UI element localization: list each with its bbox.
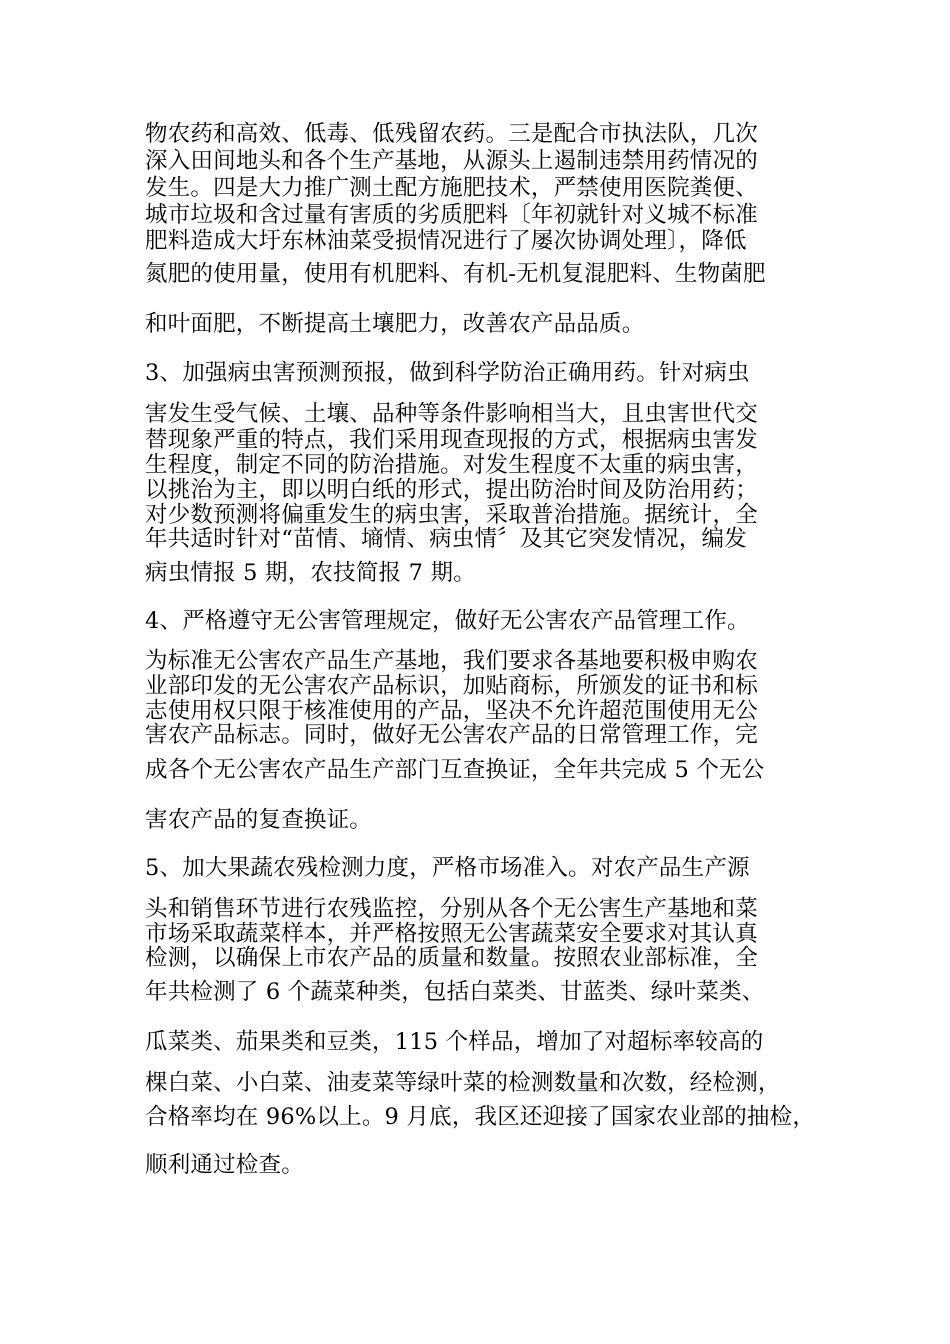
text-line: 肥料造成大圩东林油菜受损情况进行了屡次协调处理〕，降低 (145, 228, 747, 254)
text-line: 氮肥的使用量，使用有机肥料、有机-无机复混肥料、生物菌肥 (145, 261, 766, 287)
text-line: 病虫情报 5 期，农技简报 7 期。 (145, 560, 476, 586)
text-line: 害农产品的复查换证。 (145, 807, 373, 833)
text-line: 成各个无公害农产品生产部门互查换证，全年共完成 5 个无公 (145, 757, 765, 783)
text-line: 城市垃圾和含过量有害质的劣质肥料〔年初就针对义城不标准 (145, 202, 758, 228)
text-line: 害农产品标志。同时，做好无公害农产品的日常管理工作，完 (145, 722, 758, 748)
text-line: 发生。四是大力推广测土配方施肥技术，严禁使用医院粪便、 (145, 175, 758, 201)
text-line: 害发生受气候、土壤、品种等条件影响相当大，且虫害世代交 (145, 401, 758, 427)
text-line: 对少数预测将偏重发生的病虫害，采取普治措施。据统计，全 (145, 502, 758, 528)
section-heading-4: 4、严格遵守无公害管理规定，做好无公害农产品管理工作。 (145, 608, 750, 634)
text-line: 志使用权只限于核准使用的产品，坚决不允许超范围使用无公 (145, 698, 758, 724)
text-line: 替现象严重的特点，我们采用现查现报的方式，根据病虫害发 (145, 427, 758, 453)
text-line: 年共适时针对“苗情、墒情、病虫情〞及其它突发情况，编发 (145, 526, 747, 552)
text-line: 生程度，制定不同的防治措施。对发生程度不太重的病虫害， (145, 452, 758, 478)
text-line: 深入田间地头和各个生产基地，从源头上遏制违禁用药情况的 (145, 148, 758, 174)
text-line: 物农药和高效、低毒、低残留农药。三是配合市执法队，几次 (145, 121, 758, 147)
text-line: 和叶面肥，不断提高土壤肥力，改善农产品品质。 (145, 311, 645, 337)
text-line: 年共检测了 6 个蔬菜种类，包括白菜类、甘蓝类、绿叶菜类、 (145, 979, 765, 1005)
text-line: 合格率均在 96%以上。9 月底，我区还迎接了国家农业部的抽检， (145, 1104, 816, 1130)
text-line: 顺利通过检查。 (145, 1152, 304, 1178)
text-line: 以挑治为主，即以明白纸的形式，提出防治时间及防治用药； (145, 477, 758, 503)
section-heading-3: 3、加强病虫害预测预报，做到科学防治正确用药。针对病虫 (145, 360, 750, 386)
text-line: 市场采取蔬菜样本，并严格按照无公害蔬菜安全要求对其认真 (145, 921, 758, 947)
text-line: 瓜菜类、茄果类和豆类，115 个样品，增加了对超标率较高的 (145, 1029, 764, 1055)
text-line: 业部印发的无公害农产品标识，加贴商标，所颁发的证书和标 (145, 673, 758, 699)
text-line: 检测，以确保上市农产品的质量和数量。按照农业部标准，全 (145, 945, 758, 971)
text-line: 棵白菜、小白菜、油麦菜等绿叶菜的检测数量和次数，经检测， (145, 1070, 781, 1096)
text-line: 头和销售环节进行农残监控，分别从各个无公害生产基地和菜 (145, 896, 758, 922)
text-line: 为标准无公害农产品生产基地，我们要求各基地要积极申购农 (145, 648, 758, 674)
section-heading-5: 5、加大果蔬农残检测力度，严格市场准入。对农产品生产源 (145, 855, 750, 881)
